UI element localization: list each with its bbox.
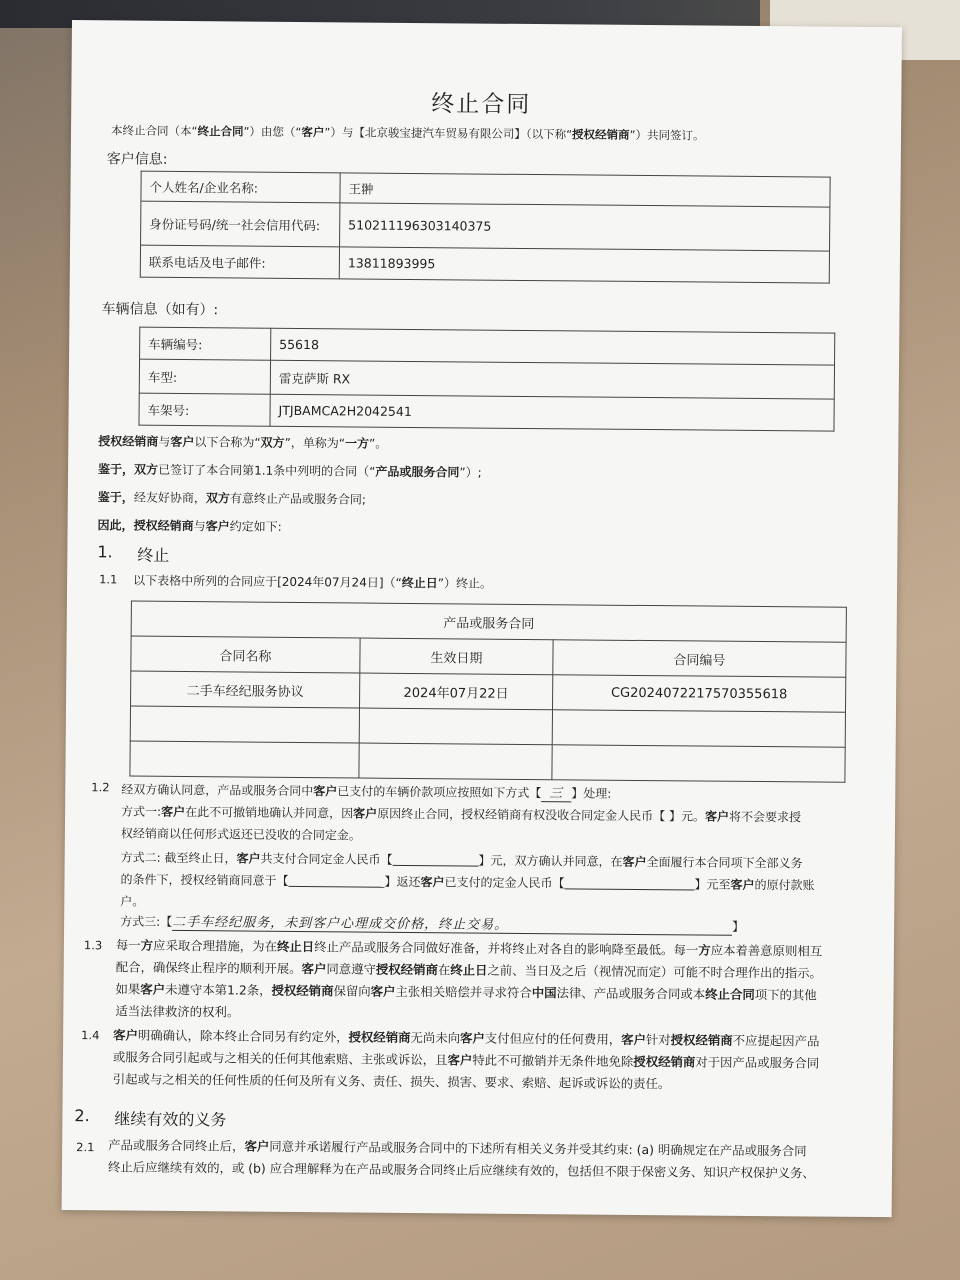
refund-date-blank	[288, 873, 384, 888]
cell-empty	[552, 745, 845, 783]
recital-whereas-1: 鉴于，双方已签订了本合同第1.1条中列明的合同（“产品或服务合同”）;	[98, 462, 482, 480]
clause-1-3-text	[115, 934, 846, 1028]
method-2-line-3: 户。	[120, 894, 145, 909]
vehicle-info-table	[138, 327, 835, 432]
handwritten-method-choice: 三	[541, 782, 571, 802]
table-row	[141, 201, 830, 251]
vehicle-info-heading: 车辆信息（如有）:	[101, 301, 219, 319]
clause-1-4-text	[113, 1024, 844, 1096]
customer-info-heading: 客户信息:	[106, 151, 168, 168]
clause-1-3-number: 1.3	[83, 938, 103, 953]
customer-contact-label: 联系电话及电子邮件:	[140, 245, 339, 279]
customer-name-label: 个人姓名/企业名称:	[141, 171, 340, 203]
cell-empty	[130, 706, 359, 743]
contract-list-table	[129, 601, 847, 783]
clause-1-3-line-3: 如果客户未遵守本第1.2条，授权经销商保留向客户主张相关赔偿并寻求符合中国法律、产品或服务合同或本终止合同项下的其他	[115, 981, 817, 1003]
clause-1-2-number: 1.2	[91, 780, 110, 795]
section-2-title: 继续有效的义务	[114, 1109, 227, 1130]
section-2-number: 2.	[74, 1106, 90, 1126]
vehicle-vin-label: 车架号:	[139, 393, 270, 426]
recital-whereas-2: 鉴于，经友好协商，双方有意终止产品或服务合同;	[97, 490, 366, 507]
refund-amount-blank	[564, 875, 694, 890]
vehicle-model-value: 雷克萨斯 RX	[270, 360, 834, 399]
deposit-amount-blank	[393, 852, 479, 867]
clause-2-1-line-1: 产品或服务合同终止后，客户同意并承诺履行产品或服务合同中的下述所有相关义务并受其约束: (a) 明确规定在产品或服务合同	[108, 1137, 807, 1159]
clause-1-3-line-2: 配合，确保终止程序的顺利开展。客户同意遵守授权经销商在终止日之前、当日及之后（视情况而定）可能不时合理作出的指示。	[115, 959, 823, 981]
clause-1-3-line-4: 适当法律救济的权利。	[115, 1003, 240, 1020]
method-2-line-1: 方式二: 截至终止日，客户共支付合同定金人民币【 】元，双方确认并同意，在客户全面履行本合同项下全部义务	[120, 850, 803, 871]
cell-effective-date: 2024年07月22日	[360, 673, 553, 710]
method-2-line-2: 的条件下，授权经销商同意于【 】返还客户已支付的定金人民币【 】元至客户的原付款账	[120, 872, 815, 893]
clause-2-1-number: 2.1	[76, 1140, 95, 1155]
clause-1-1-text: 以下表格中所列的合同应于[2024年07月24日]（“终止日”）终止。	[133, 573, 493, 591]
customer-contact-value: 13811893995	[339, 247, 829, 283]
cell-empty	[359, 708, 552, 745]
customer-name-value: 王翀	[340, 173, 830, 207]
document-title: 终止合同	[431, 91, 532, 119]
clause-1-4-line-1: 客户明确确认，除本终止合同另有约定外，授权经销商无尚未向客户支付但应付的任何费用，客户针对授权经销商不应提起因产品	[113, 1027, 820, 1049]
section-1-title: 终止	[137, 545, 170, 565]
header-contract-number: 合同编号	[553, 640, 846, 678]
clause-1-4-number: 1.4	[81, 1028, 100, 1043]
contract-table-caption: 产品或服务合同	[131, 601, 846, 642]
method-1-line-1: 方式一:客户在此不可撤销地确认并同意，因客户原因终止合同，授权经销商有权没收合同定金人民币【 】元。客户将不会要求授	[121, 804, 802, 825]
table-row	[139, 393, 834, 431]
customer-id-label: 身份证号码/统一社会信用代码:	[141, 201, 340, 247]
cell-empty	[130, 741, 359, 778]
clause-1-2-text: 经双方确认同意，产品或服务合同中客户已支付的车辆价款项应按照如下方式【 三 】处理:	[121, 782, 612, 802]
cell-contract-name: 二手车经纪服务协议	[131, 671, 360, 708]
clause-1-3-line-1: 每一方应采取合理措施，为在终止日终止产品或服务合同做好准备，并将终止对各自的影响降至最低。每一方应本着善意原则相互	[115, 937, 823, 959]
customer-id-value: 510211196303140375	[340, 203, 830, 251]
clause-1-1-number: 1.1	[99, 572, 118, 587]
clause-1-4-line-3: 引起或与之相关的任何性质的任何及所有义务、责任、损失、损害、要求、索赔、起诉或诉讼的责任。	[112, 1071, 671, 1092]
cell-empty	[359, 743, 552, 780]
section-1-number: 1.	[97, 542, 113, 562]
clause-2-1-line-2: 终止后应继续有效的，或 (b) 应合理解释为在产品或服务合同终止后应继续有效的，包括但不限于保密义务、知识产权保护义务、	[107, 1159, 815, 1181]
table-row	[140, 245, 829, 283]
header-contract-name: 合同名称	[131, 636, 360, 673]
customer-info-table	[140, 171, 831, 284]
intro-paragraph: 本终止合同（本“终止合同”）由您（“客户”）与【北京骏宝捷汽车贸易有限公司】（以下称“授权经销商”）共同签订。	[110, 123, 705, 143]
method-3-line: 方式三:【二手车经纪服务，未到客户心理成交价格，终止交易。 】	[120, 910, 744, 935]
vehicle-model-label: 车型:	[139, 359, 270, 394]
recital-parties: 授权经销商与客户以下合称为“双方”，单称为“一方”。	[98, 434, 388, 451]
clause-1-4-line-2: 或服务合同引起或与之相关的任何其他索赔、主张或诉讼，且客户特此不可撤销并无条件地免除授权经销商对于因产品或服务合同	[112, 1049, 820, 1071]
contract-page	[62, 20, 902, 1217]
method-1-line-2: 权经销商以任何形式返还已没收的合同定金。	[120, 826, 361, 843]
header-effective-date: 生效日期	[360, 638, 553, 675]
vehicle-number-label: 车辆编号:	[140, 327, 271, 360]
cell-contract-number: CG2024072217570355618	[552, 675, 845, 713]
vehicle-number-value: 55618	[271, 328, 835, 365]
table-row	[130, 741, 845, 782]
cell-empty	[552, 710, 845, 748]
recital-therefore: 因此，授权经销商与客户约定如下:	[97, 518, 282, 534]
vehicle-vin-value: JTJBAMCA2H2042541	[270, 394, 834, 431]
clause-2-1-text	[108, 1134, 838, 1184]
handwritten-method-3-text: 二手车经纪服务，未到客户心理成交价格，终止交易。	[172, 911, 732, 936]
